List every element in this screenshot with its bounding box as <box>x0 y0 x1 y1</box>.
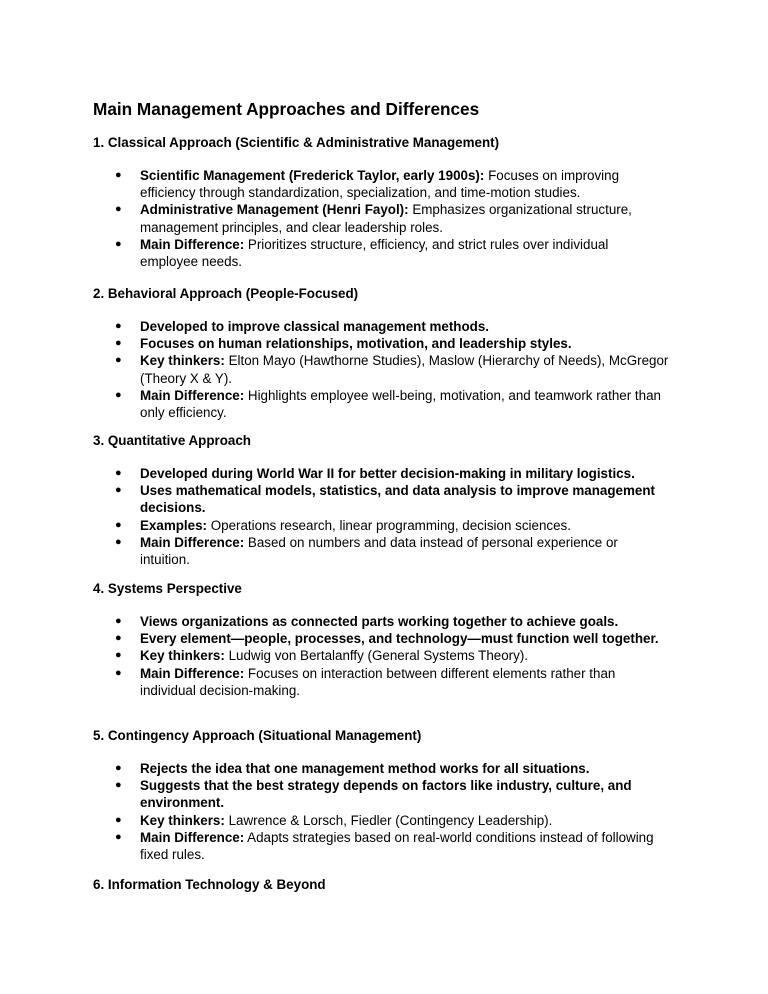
list-item: ● Main Difference: Adapts strategies based on real-world conditions instead of following fixed rules. <box>115 829 654 863</box>
bullet-list <box>93 465 693 568</box>
bullet-icon: ● <box>115 762 122 774</box>
bullet-icon: ● <box>115 666 122 679</box>
bullet-icon: ● <box>115 237 122 250</box>
bullet-list <box>93 760 693 863</box>
bullet-icon: ● <box>115 169 122 181</box>
bullet-icon: ● <box>115 203 122 216</box>
section-contingency <box>93 727 693 863</box>
section-heading: 4. Systems Perspective <box>93 581 242 596</box>
document-title: Main Management Approaches and Differences <box>93 99 480 119</box>
list-item: ● Scientific Management (Frederick Taylor, early 1900s): Focuses on improving efficiency through standardization, specialization, and time-motion studies. <box>115 168 620 201</box>
list-item: ● Key thinkers: Lawrence & Lorsch, Fiedler (Contingency Leadership). <box>115 812 553 828</box>
list-item: ● Main Difference: Highlights employee well-being, motivation, and teamwork rather than only efficiency. <box>115 387 661 421</box>
bullet-list <box>93 613 693 699</box>
section-information-technology <box>93 876 693 893</box>
bullet-icon: ● <box>115 649 122 662</box>
section-behavioral <box>93 285 693 421</box>
list-item: ● Developed to improve classical management methods. <box>115 319 490 334</box>
bullet-list <box>93 318 693 421</box>
list-item: ● Key thinkers: Ludwig von Bertalanffy (General Systems Theory). <box>115 648 529 664</box>
list-item: ● Uses mathematical models, statistics, and data analysis to improve management decisions. <box>115 483 655 516</box>
list-item: ● Suggests that the best strategy depends on factors like industry, culture, and environment. <box>115 778 632 811</box>
list-item: ● Rejects the idea that one management method works for all situations. <box>115 761 590 776</box>
bullet-icon: ● <box>115 779 122 792</box>
bullet-icon: ● <box>115 518 122 531</box>
bullet-icon: ● <box>115 632 122 645</box>
list-item: ● Focuses on human relationships, motivation, and leadership styles. <box>115 336 572 352</box>
bullet-icon: ● <box>115 320 122 332</box>
bullet-icon: ● <box>115 484 122 497</box>
list-item: ● Examples: Operations research, linear programming, decision sciences. <box>115 517 571 533</box>
section-heading: 6. Information Technology & Beyond <box>93 877 326 892</box>
list-item: ● Administrative Management (Henri Fayol): Emphasizes organizational structure, management principles, and clear leadership roles. <box>115 202 632 235</box>
section-classical <box>93 134 693 270</box>
section-heading: 2. Behavioral Approach (People-Focused) <box>93 286 359 301</box>
list-item: ● Key thinkers: Elton Mayo (Hawthorne Studies), Maslow (Hierarchy of Needs), McGregor (Theory X & Y). <box>115 353 669 386</box>
section-systems <box>93 580 693 698</box>
section-quantitative <box>93 432 693 568</box>
bullet-icon: ● <box>115 354 122 367</box>
bullet-list <box>93 167 693 270</box>
bullet-icon: ● <box>115 388 122 401</box>
list-item: ● Developed during World War II for better decision-making in military logistics. <box>115 466 635 481</box>
bullet-icon: ● <box>115 830 122 843</box>
list-item: ● Every element—people, processes, and technology—must function well together. <box>115 631 659 647</box>
bullet-icon: ● <box>115 813 122 826</box>
section-heading: 1. Classical Approach (Scientific & Administrative Management) <box>93 135 500 150</box>
list-item: ● Main Difference: Focuses on interaction between different elements rather than individual decision-making. <box>115 665 616 698</box>
list-item: ● Main Difference: Prioritizes structure, efficiency, and strict rules over individual employee needs. <box>115 236 609 270</box>
bullet-icon: ● <box>115 535 122 548</box>
bullet-icon: ● <box>115 467 122 479</box>
list-item: ● Views organizations as connected parts working together to achieve goals. <box>115 614 619 629</box>
section-heading: 3. Quantitative Approach <box>93 433 251 448</box>
list-item: ● Main Difference: Based on numbers and data instead of personal experience or intuition. <box>115 534 618 568</box>
bullet-icon: ● <box>115 615 122 627</box>
section-heading: 5. Contingency Approach (Situational Management) <box>93 728 422 743</box>
bullet-icon: ● <box>115 337 122 350</box>
